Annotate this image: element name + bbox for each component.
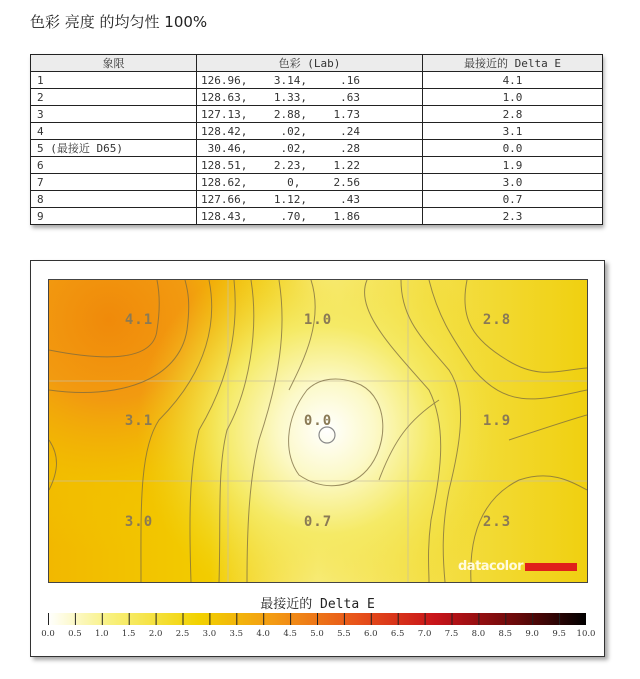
colorbar-tick-label: 8.0 [471, 629, 486, 639]
lab-cell: 127.66, 1.12, .43 [197, 191, 423, 208]
table-row [31, 174, 603, 191]
lab-cell: 128.62, 0, 2.56 [197, 174, 423, 191]
delta-e-cell: 2.3 [423, 208, 603, 225]
datacolor-logo [458, 559, 577, 574]
cell-label-5: 0.0 [303, 413, 333, 429]
quadrant-cell: 8 [31, 191, 197, 208]
table-row [31, 140, 603, 157]
colorbar-tick-label: 1.0 [95, 629, 109, 639]
quadrant-cell: 7 [31, 174, 197, 191]
cell-label-1: 4.1 [124, 312, 154, 328]
colorbar-tick-label: 3.0 [202, 629, 217, 639]
quadrant-cell: 2 [31, 89, 197, 106]
quadrant-cell: 4 [31, 123, 197, 140]
cell-label-8: 0.7 [303, 514, 333, 530]
colorbar-tick-label: 5.0 [310, 629, 324, 639]
delta-e-cell: 0.0 [423, 140, 603, 157]
table-header-row [31, 55, 603, 72]
legend-title: 最接近的 Delta E [260, 597, 375, 612]
colorbar-tick-label: 9.0 [525, 629, 539, 639]
colorbar-tick-label: 1.5 [121, 629, 136, 639]
colorbar-tick-label: 0.5 [68, 629, 82, 639]
quadrant-cell: 1 [31, 72, 197, 89]
colorbar-tick-label: 7.5 [444, 629, 459, 639]
brand-bar [525, 563, 577, 571]
colorbar-tick-label: 5.5 [337, 629, 351, 639]
cell-label-3: 2.8 [482, 312, 512, 328]
colorbar-tick-label: 9.5 [552, 629, 566, 639]
lab-cell: 128.51, 2.23, 1.22 [197, 157, 423, 174]
heatmap-plot [48, 279, 588, 583]
colorbar-tick-label: 4.0 [256, 629, 270, 639]
colorbar [48, 613, 586, 625]
lab-cell: 30.46, .02, .28 [197, 140, 423, 157]
delta-e-cell: 0.7 [423, 191, 603, 208]
cell-label-9: 2.3 [482, 514, 512, 530]
page-title: 色彩 亮度 的均匀性 100% [30, 13, 208, 31]
table-row [31, 89, 603, 106]
delta-e-cell: 3.1 [423, 123, 603, 140]
delta-e-cell: 2.8 [423, 106, 603, 123]
colorbar-tick-label: 8.5 [498, 629, 513, 639]
colorbar-tick-label: 10.0 [576, 629, 596, 639]
delta-e-cell: 1.0 [423, 89, 603, 106]
colorbar-tick-label: 2.0 [148, 629, 163, 639]
quadrant-cell: 6 [31, 157, 197, 174]
colorbar-tick-label: 0.0 [41, 629, 55, 639]
colorbar-tick-labels [41, 629, 596, 641]
lab-cell: 128.63, 1.33, .63 [197, 89, 423, 106]
colorbar-tick-label: 7.0 [417, 629, 432, 639]
lab-cell: 127.13, 2.88, 1.73 [197, 106, 423, 123]
delta-e-cell: 3.0 [423, 174, 603, 191]
header-delta-e: 最接近的 Delta E [423, 55, 603, 72]
colorbar-tick-label: 4.5 [283, 629, 297, 639]
header-quadrant: 象限 [31, 55, 197, 72]
cell-label-4: 3.1 [124, 413, 154, 429]
table-row [31, 106, 603, 123]
colorbar-tick-label: 6.5 [390, 629, 405, 639]
table-row [31, 123, 603, 140]
brand-text: datacolor [457, 559, 523, 574]
quadrant-cell: 3 [31, 106, 197, 123]
uniformity-table-container [30, 54, 602, 225]
colorbar-tick-label: 3.5 [229, 629, 244, 639]
lab-cell: 126.96, 3.14, .16 [197, 72, 423, 89]
lab-cell: 128.43, .70, 1.86 [197, 208, 423, 225]
delta-e-cell: 1.9 [423, 157, 603, 174]
heatmap-panel [30, 260, 605, 657]
table-row [31, 191, 603, 208]
quadrant-cell: 9 [31, 208, 197, 225]
lab-cell: 128.42, .02, .24 [197, 123, 423, 140]
cell-label-2: 1.0 [303, 312, 333, 328]
cell-label-7: 3.0 [124, 514, 154, 530]
colorbar-tick-label: 2.5 [175, 629, 190, 639]
header-lab: 色彩 (Lab) [197, 55, 423, 72]
colorbar-tick-label: 6.0 [364, 629, 378, 639]
table-row [31, 72, 603, 89]
cell-label-6: 1.9 [482, 413, 512, 429]
table-row [31, 157, 603, 174]
delta-e-cell: 4.1 [423, 72, 603, 89]
table-row [31, 208, 603, 225]
uniformity-table [30, 54, 603, 225]
quadrant-cell: 5 (最接近 D65) [31, 140, 197, 157]
